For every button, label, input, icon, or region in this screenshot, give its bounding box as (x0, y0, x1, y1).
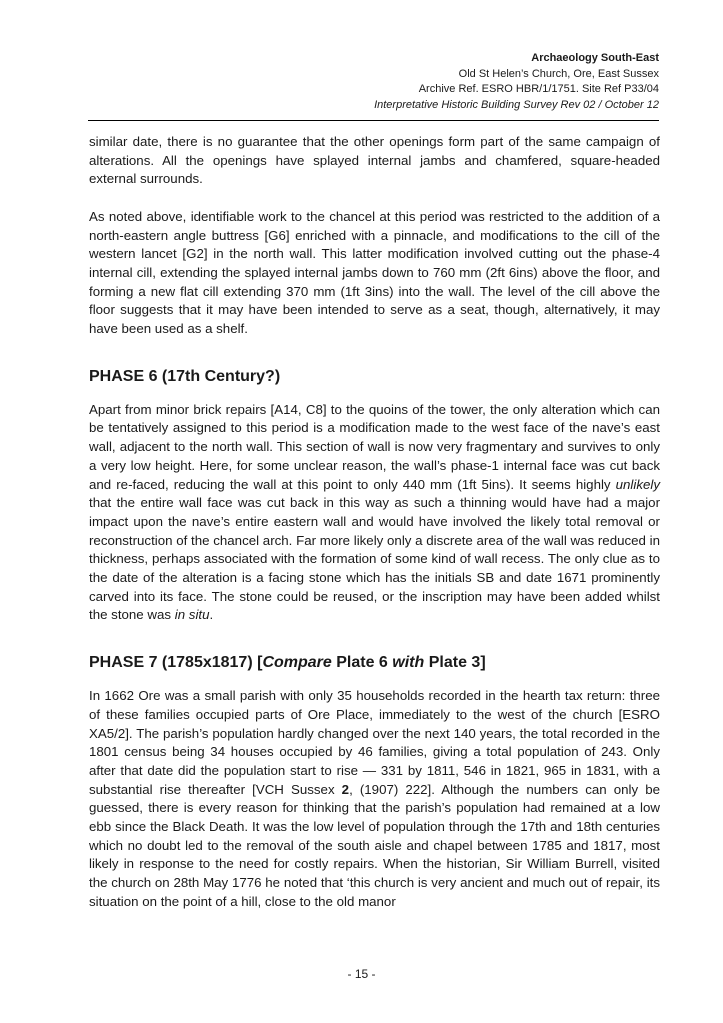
header-document-title: Interpretative Historic Building Survey Rev 02 / October 12 (374, 98, 659, 111)
paragraph-chancel: As noted above, identifiable work to the chancel at this period was restricted to the addition of a north-eastern angle buttress [G6] enriched with a pinnacle, and modifications to the cill of the western lancet [G2] in the north wall. This latter modification involved cutting out the phase-4 internal cill, extending the splayed internal jambs down to 760 mm (2ft 6ins) above the floor, and forming a new flat cill extending 370 mm (1ft 3ins) into the wall. The level of the cill above the floor suggests that it may have been intended to serve as a seat, though, alternatively, it may have been used as a shelf. (89, 208, 660, 337)
heading-emphasis-compare: Compare (262, 654, 332, 672)
heading-phase-7: PHASE 7 (1785x1817) [Compare Plate 6 with Plate 3] (89, 654, 486, 672)
page-body (89, 133, 660, 912)
paragraph-phase-6 (89, 401, 660, 625)
paragraph-phase-7 (89, 687, 660, 911)
phase7-volume-number: 2 (341, 781, 350, 797)
header-site: Old St Helen’s Church, Ore, East Sussex (458, 67, 659, 80)
header-rule (88, 120, 659, 121)
phase6-text-b: that the entire wall face was cut back in this way as such a thinning would have had a major impact upon the nave’s entire eastern wall and would have involved the likely total removal or reconstruction of the chancel arch. Far more likely only a discrete area of the wall was reduced in thickness, perhaps associated with the formation of some kind of wall recess. The only clue as to the date of the alteration is a facing stone which has the initials SB and date 1671 prominently carved into its face. The stone could be reused, or the inscription may have been added whilst the stone was (89, 495, 660, 623)
header-archive-ref: Archive Ref. ESRO HBR/1/1751. Site Ref P33/04 (418, 83, 659, 95)
running-header (374, 51, 659, 113)
phase6-text-a: Apart from minor brick repairs [A14, C8] to the quoins of the tower, the only alteration which can be tentatively assigned to this period is a modification made to the west face of the nave’s east wall, adjacent to the north wall. This section of wall is now very fragmentary and survives to only a very low height. Here, for some unclear reason, the wall’s phase-1 internal face was cut back and re-faced, reducing the wall at this point to only 440 mm (1ft 5ins). It seems highly (89, 401, 660, 492)
phase7-text-b: , (1907) 222]. Although the numbers can only be guessed, there is every reason for thinking that the parish’s population had remained at a low ebb since the Black Death. It was the low level of population through the 17th and 18th centuries which no doubt led to the removal of the south aisle and chapel between 1785 and 1817, most likely in response to the need for costly repairs. When the historian, Sir William Burrell, visited the church on 28th May 1776 he noted that ‘this church is very ancient and much out of repair, its situation on the point of a hill, close to the old manor (89, 781, 660, 909)
heading-emphasis-with: with (392, 654, 425, 672)
phase6-emphasis-unlikely: unlikely (615, 476, 660, 492)
paragraph-continued: similar date, there is no guarantee that the other openings form part of the same campaign of alterations. All the openings have splayed internal jambs and chamfered, square-headed external surrounds. (89, 134, 660, 187)
phase6-emphasis-in-situ: in situ (174, 607, 210, 623)
phase7-text-a: In 1662 Ore was a small parish with only 35 households recorded in the hearth tax return: three of these families occupied parts of Ore Place, immediately to the west of the church [ESRO XA5/2]. The parish’s population hardly changed over the next 140 years, the total recorded in the 1801 census being 34 houses occupied by 46 families, giving a total population of 243. Only after that date did the population start to rise — 331 by 1811, 546 in 1821, 965 in 1831, with a substantial rise thereafter [VCH Sussex (89, 688, 660, 797)
page-number: - 15 - (347, 967, 376, 981)
heading-phase-6: PHASE 6 (17th Century?) (89, 367, 281, 385)
header-organisation: Archaeology South-East (531, 52, 659, 64)
phase6-text-c: . (209, 607, 214, 623)
